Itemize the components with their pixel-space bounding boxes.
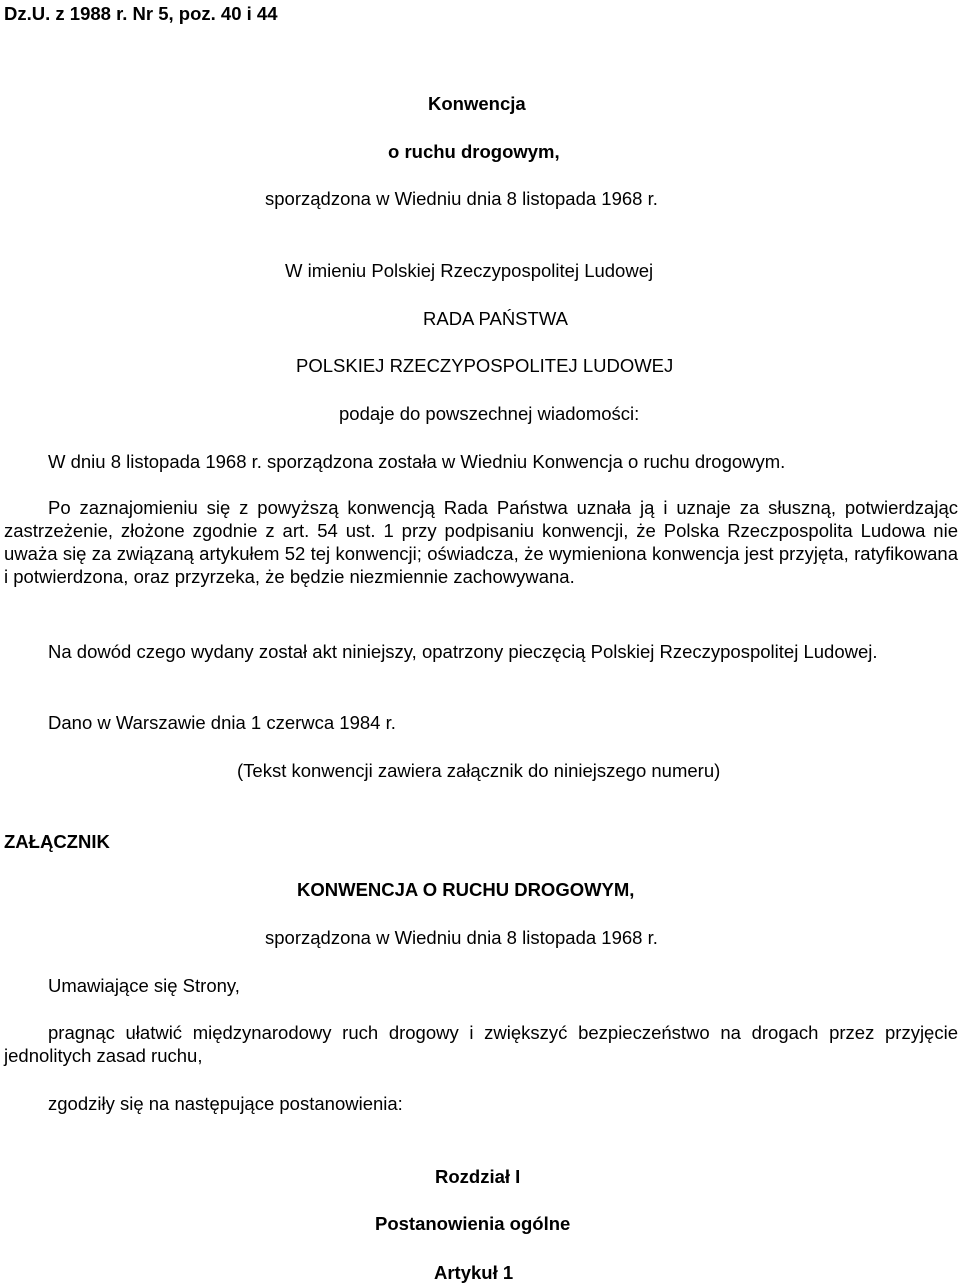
council-country: POLSKIEJ RZECZYPOSPOLITEJ LUDOWEJ (296, 355, 674, 376)
convention-title: Konwencja (428, 93, 526, 114)
council-name: RADA PAŃSTWA (423, 308, 568, 329)
convention-subject: o ruchu drogowym, (388, 141, 560, 162)
proclamation-paragraph-1: W dniu 8 listopada 1968 r. sporządzona została w Wiedniu Konwencja o ruchu drogowym. (48, 451, 786, 472)
document-citation: Dz.U. z 1988 r. Nr 5, poz. 40 i 44 (4, 3, 278, 24)
annex-label: ZAŁĄCZNIK (4, 831, 110, 852)
annex-title: KONWENCJA O RUCHU DROGOWYM, (297, 879, 635, 900)
convention-date-line: sporządzona w Wiedniu dnia 8 listopada 1968 r. (265, 188, 658, 209)
proclamation-paragraph-2: Po zaznajomieniu się z powyższą konwencją Rada Państwa uznała ją i uznaje za słuszną, potwierdzając zastrzeżenie, złożone zgodnie z art. 54 ust. 1 przy podpisaniu konwencji, że Polska Rzeczpospolita Ludowa nie uważa się za związaną artykułem 52 tej konwencji; oświadcza, że wymieniona konwencja jest przyjęta, ratyfikowana i potwierdzona, oraz przyrzeka, że będzie niezmiennie zachowywana. (4, 497, 958, 587)
annex-note: (Tekst konwencji zawiera załącznik do niniejszego numeru) (237, 760, 721, 781)
contracting-parties-line: Umawiające się Strony, (48, 975, 240, 996)
chapter-title: Postanowienia ogólne (375, 1213, 571, 1234)
given-at-line: Dano w Warszawie dnia 1 czerwca 1984 r. (48, 712, 396, 733)
annex-subtitle: sporządzona w Wiedniu dnia 8 listopada 1968 r. (265, 927, 658, 948)
proclamation-paragraph-3: Na dowód czego wydany został akt niniejszy, opatrzony pieczęcią Polskiej Rzeczypospolitej Ludowej. (48, 641, 878, 662)
announcement-line: podaje do powszechnej wiadomości: (339, 403, 640, 424)
agreed-provisions-line: zgodziły się na następujące postanowienia: (48, 1093, 403, 1114)
article-heading: Artykuł 1 (434, 1262, 514, 1283)
proclamation-intro: W imieniu Polskiej Rzeczypospolitej Ludowej (285, 260, 654, 281)
chapter-heading: Rozdział I (435, 1166, 521, 1187)
annex-paragraph-1: pragnąc ułatwić międzynarodowy ruch drogowy i zwiększyć bezpieczeństwo na drogach przez przyjęcie jednolitych zasad ruchu, (4, 1022, 958, 1066)
